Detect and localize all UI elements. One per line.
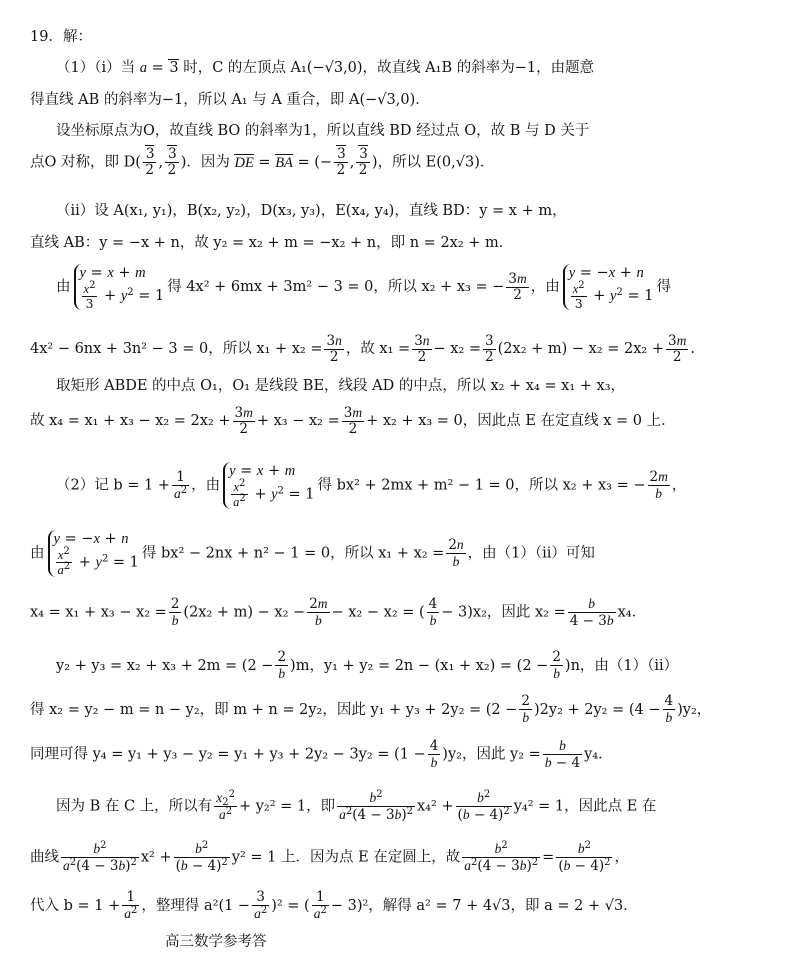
part1-i-line2: 得直线 AB 的斜率为−1，所以 A₁ 与 A 重合，即 A(−√3,0)． <box>30 92 430 108</box>
part1-ii-line6: 故 x₄ = x₁ + x₃ − x₂ = 2x₂ + $\frac{3m}{2}$ + x₃ − x₂ = $\frac{3m}{2}$ + x₂ + x₃ = 0，因此点 E 在定直线 x = 0 上． <box>30 405 676 437</box>
part2-line4: y₂ + y₃ = x₂ + x₃ + 2m = (2 − $\frac{2}{b}$ )m，y₁ + y₂ = 2n − (x₁ + x₂) = (2 − $\frac{2}{b}$ )n，由（1）（ii） <box>56 649 679 681</box>
footer-fade <box>275 932 335 952</box>
part1-ii-line2: 直线 AB：y = −x + n，故 y₂ = x₂ + m = −x₂ + n，即 n = 2x₂ + m． <box>30 235 514 251</box>
part1-ii-line3: 由 y = x + m $\frac{x^2}{3}$ + $y^2 = 1$ 得 4x² + 6mx + 3m² − 3 = 0，所以 x₂ + x₃ = − $\frac{3m}{2}$ ，由 y = −x + n $\frac{x^2}{3}$ + $y^2 = 1$ 得 <box>56 265 671 311</box>
part2-line9: 代入 b = 1 + $\frac{1}{a^2}$ ，整理得 a²(1 − $\frac{3}{a^2}$ )² = ( $\frac{1}{a^2}$ − 3)²，解得 a² = 7 + 4√3，即 a = 2 + √3． <box>30 889 638 921</box>
part1-i-line1: （1）（i）当 a = 3 时，C 的左顶点 A₁(−√3,0)，故直线 A₁B 的斜率为−1，由题意 <box>56 60 595 76</box>
part2-line2: 由 y = −x + n $\frac{x^2}{a^2}$ + $y^2 = 1$ 得 bx² − 2nx + n² − 1 = 0，所以 x₁ + x₂ = $\frac{2n}{b}$ ，由（1）（ii）可知 <box>30 531 595 577</box>
part1-i-line3: 设坐标原点为O，故直线 BO 的斜率为1，所以直线 BD 经过点 O，故 B 与 D 关于 <box>56 123 590 139</box>
part1-ii-line5: 取矩形 ABDE 的中点 O₁，O₁ 是线段 BE，线段 AD 的中点，所以 x₂ + x₄ = x₁ + x₃， <box>56 378 626 394</box>
part2-line8: 曲线 $\frac{b^2}{a^2(4 - 3b)^2}$ x² + $\frac{b^2}{(b - 4)^2}$ y² = 1 上．因为点 E 在定圆上，故 $\frac{b^2}{a^2(4 - 3b)^2}$ = $\frac{b^2}{(b - 4)^2}$ ， <box>30 840 629 874</box>
page-footer: 高三数学参考答 <box>165 934 267 950</box>
part1-ii-line4: 4x² − 6nx + 3n² − 3 = 0，所以 x₁ + x₂ = $\frac{3n}{2}$ ，故 x₁ = $\frac{3n}{2}$ − x₂ = $\frac{3}{2}$ (2x₂ + m) − x₂ = 2x₂ + $\frac{3m}{2}$ . <box>30 332 695 365</box>
part2-line1: （2）记 b = 1 + $\frac{1}{a^2}$ ，由 y = x + m $\frac{x^2}{a^2}$ + $y^2 = 1$ 得 bx² + 2mx + m² − 1 = 0，所以 x₂ + x₃ = − $\frac{2m}{b}$ ， <box>56 463 687 509</box>
part1-i-line4: 点O 对称，即 D( $\frac{3}{2}$ , $\frac{3}{2}$ )．因为 DE = BA = (− $\frac{3}{2}$ , $\frac{3}{2}$ )，所以 E(0,√3)． <box>30 146 495 178</box>
part2-line3: x₄ = x₁ + x₃ − x₂ = $\frac{2}{b}$ (2x₂ + m) − x₂ − $\frac{2m}{b}$ − x₂ − x₂ = ( $\frac{4}{b}$ − 3)x₂，因此 x₂ = $\frac{b}{4 - 3b}$ x₄． <box>30 595 647 629</box>
part2-line6: 同理可得 y₄ = y₁ + y₃ − y₂ = y₁ + y₃ + 2y₂ − 3y₂ = (1 − $\frac{4}{b}$ )y₂，因此 y₂ = $\frac{b}{b - 4}$ y₄． <box>30 737 613 771</box>
part2-line5: 得 x₂ = y₂ − m = n − y₂，即 m + n = 2y₂，因此 y₁ + y₃ + 2y₂ = (2 − $\frac{2}{b}$ )2y₂ + 2y₂ = (4 − $\frac{4}{b}$ )y₂， <box>30 693 712 725</box>
part1-ii-line1: （ii）设 A(x₁, y₁)，B(x₂, y₂)，D(x₃, y₃)，E(x₄, y₄)，直线 BD：y = x + m， <box>56 203 567 219</box>
problem-number: 19．解： <box>30 29 92 45</box>
part2-line7: 因为 B 在 C 上，所以有 $\frac{x_2^2}{a^2}$ + y₂² = 1，即 $\frac{b^2}{a^2(4 - 3b)^2}$ x₄² + $\frac{b^2}{(b - 4)^2}$ y₄² = 1，因此点 E 在 <box>56 789 657 823</box>
